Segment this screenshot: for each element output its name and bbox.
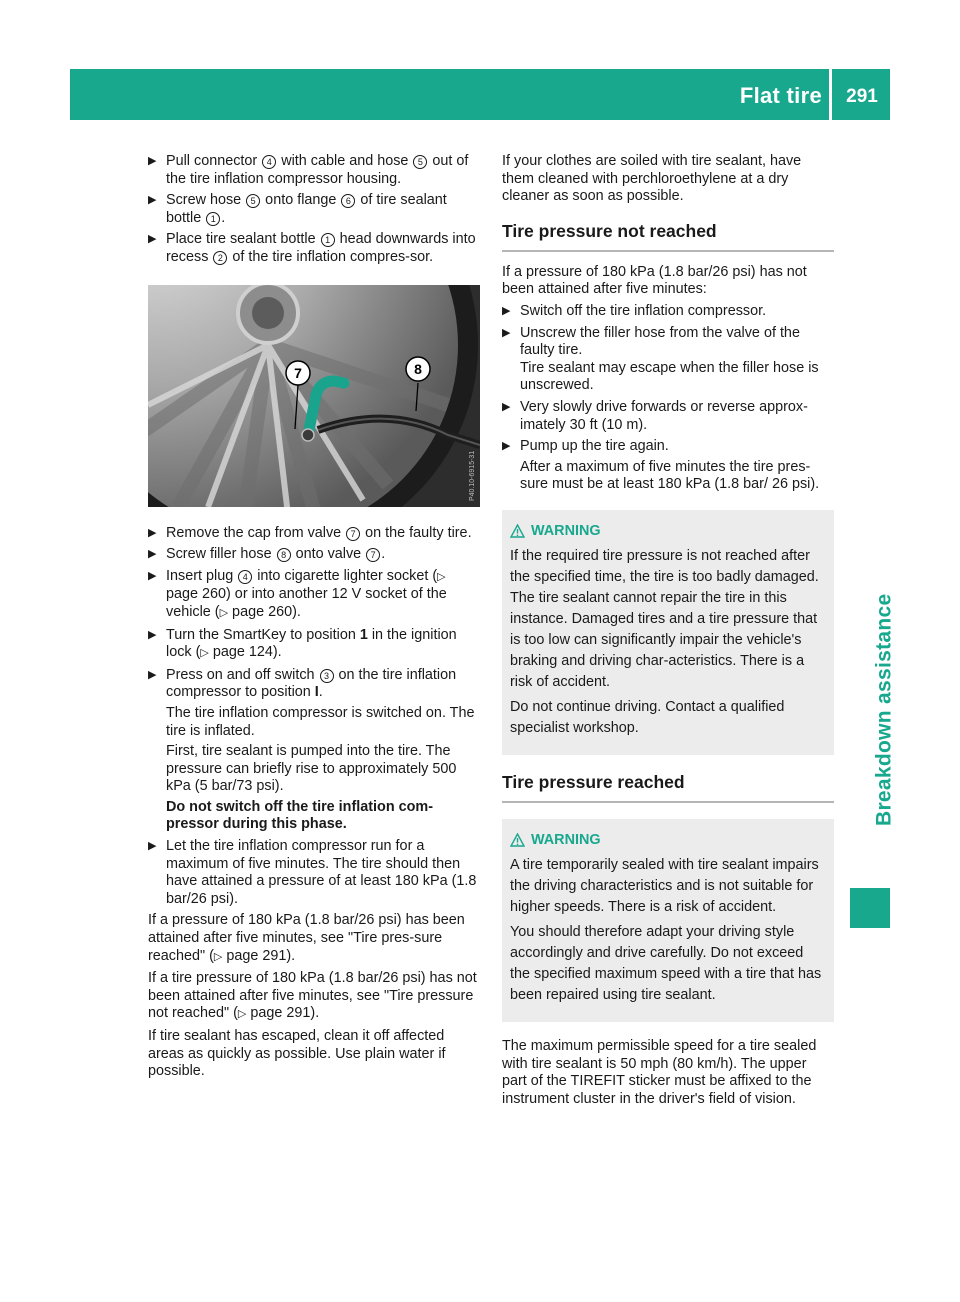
callout-number: 3 [320, 669, 334, 683]
header-divider [829, 69, 832, 120]
warning-text: If the required tire pressure is not reached after the specified time, the tire is too badly damaged. The tire sealant cannot repair the tire in this instance. Damaged tires and a tire pressure that is too low can significantly impair the vehicle's braking and driving char-acteristics. There is a risk of accident. [510, 547, 819, 690]
photo-code: P40.10-6915-31 [469, 450, 476, 501]
page-reference-icon: ▷ [437, 570, 446, 583]
left-column [148, 153, 480, 1085]
paragraph: If a pressure of 180 kPa (1.8 bar/26 psi) has not been attained after five minutes: [502, 263, 807, 298]
step-item [148, 838, 480, 908]
step-item [148, 667, 480, 834]
step-result: The tire inflation compressor is switched on. The tire is inflated. [166, 704, 475, 739]
warning-text: You should therefore adapt your driving style accordingly and drive carefully. Do not exceed the specified maximum speed with a tire that has been repaired using tire sealant. [510, 923, 822, 1003]
step-result: First, tire sealant is pumped into the tire. The pressure can briefly rise to approximately 500 kPa (5 bar/73 psi). [166, 743, 457, 795]
warning-label: WARNING [531, 831, 601, 848]
paragraph: If a tire pressure of 180 kPa (1.8 bar/26 psi) has not been attained after five minutes, see "Tire pressure not reached" (▷ page 291). [148, 970, 477, 1022]
warning-text: Do not continue driving. Contact a qualified specialist workshop. [510, 698, 785, 736]
step-text: Remove the cap from valve 7 on the faulty tire. [166, 524, 472, 541]
step-text: Unscrew the filler hose from the valve of the faulty tire. [520, 324, 800, 359]
step-item [148, 192, 480, 227]
step-item [148, 568, 480, 623]
callout-number: 2 [213, 251, 227, 265]
header-bar [70, 69, 890, 120]
left-paragraphs [148, 912, 480, 1080]
step-item [148, 525, 480, 543]
paragraph: The maximum permissible speed for a tire sealed with tire sealant is 50 mph (80 km/h). The upper part of the TIREFIT sticker must be affixed to the instrument cluster in the driver's field of vision. [502, 1037, 817, 1107]
callout-number: 7 [346, 527, 360, 541]
step-arrow-icon: ▶ [148, 155, 157, 167]
section-heading-not-reached: Tire pressure not reached [502, 220, 834, 252]
step-text: Place tire sealant bottle 1 head downwards into recess 2 of the tire inflation compres-sor. [166, 231, 476, 265]
step-item [502, 325, 834, 395]
step-arrow-icon: ▶ [502, 440, 511, 453]
step-text: Turn the SmartKey to position 1 in the ignition lock (▷ page 124). [166, 626, 457, 661]
callout-number: 1 [206, 212, 220, 226]
callout-8: 8 [414, 360, 422, 377]
right-column [502, 153, 834, 1112]
step-caution: Do not switch off the tire inflation com-pressor during this phase. [166, 798, 434, 833]
step-text: Very slowly drive forwards or reverse approx-imately 30 ft (10 m). [520, 398, 808, 433]
page-number: 291 [846, 86, 878, 107]
bold-value: I [314, 684, 319, 701]
step-arrow-icon: ▶ [148, 194, 157, 207]
warning-text: A tire temporarily sealed with tire sealant impairs the driving characteristics and is not suitable for higher speeds. There is a risk of accident. [510, 856, 819, 915]
warning-triangle-icon [510, 524, 525, 538]
callout-number: 8 [277, 548, 291, 562]
warning-title [510, 829, 826, 851]
step-arrow-icon: ▶ [502, 304, 511, 317]
warning-title [510, 520, 826, 542]
step-arrow-icon: ▶ [148, 668, 157, 681]
bold-value: 1 [359, 626, 368, 643]
step-result: After a maximum of five minutes the tire pres-sure must be at least 180 kPa (1.8 bar/ 26 psi). [520, 458, 820, 493]
callout-number: 7 [366, 548, 380, 562]
callout-number: 5 [246, 194, 260, 208]
warning-box [502, 510, 834, 755]
paragraph: If tire sealant has escaped, clean it off affected areas as quickly as possible. Use plain water if possible. [148, 1028, 446, 1080]
chapter-tab-label: Breakdown assistance [872, 593, 896, 827]
step-arrow-icon: ▶ [148, 840, 157, 853]
step-text: Switch off the tire inflation compressor. [520, 302, 767, 319]
warning-triangle-icon [510, 833, 525, 847]
step-item [148, 627, 480, 663]
step-item [502, 303, 834, 321]
valve-hose-photo [148, 285, 480, 507]
step-text: Screw hose 5 onto flange 6 of tire sealant bottle 1 . [166, 192, 447, 226]
step-text: Insert plug 4 into cigarette lighter socket (▷ page 260) or into another 12 V socket of the vehicle (▷ page 260). [166, 567, 447, 620]
chapter-tab [873, 560, 895, 860]
step-arrow-icon: ▶ [502, 326, 511, 339]
page-reference-icon: ▷ [237, 1008, 247, 1021]
step-text: Pump up the tire again. [520, 438, 669, 455]
steps-a [148, 153, 480, 267]
step-arrow-icon: ▶ [148, 548, 157, 561]
callout-number: 1 [321, 233, 335, 247]
section-heading-reached: Tire pressure reached [502, 771, 834, 803]
step-text: Let the tire inflation compressor run for a maximum of five minutes. The tire should then have attained a pressure of at least 180 kPa (1.8 bar/26 psi). [166, 838, 477, 907]
page-reference-icon: ▷ [200, 647, 209, 660]
page-title: Flat tire [739, 83, 822, 108]
callout-7: 7 [294, 364, 302, 381]
step-arrow-icon: ▶ [148, 233, 157, 246]
step-item [148, 153, 480, 188]
callout-number: 6 [341, 194, 355, 208]
callout-number: 5 [413, 155, 427, 169]
warning-box [502, 819, 834, 1022]
step-item [502, 399, 834, 434]
callout-number: 4 [238, 570, 252, 584]
step-item [148, 231, 480, 266]
page-reference-icon: ▷ [213, 950, 223, 963]
step-arrow-icon: ▶ [148, 526, 157, 539]
steps-b [148, 525, 480, 909]
step-item [502, 438, 834, 494]
paragraph: If a pressure of 180 kPa (1.8 bar/26 psi) has been attained after five minutes, see "Tire pres-sure reached" (▷ page 291). [148, 912, 465, 964]
step-arrow-icon: ▶ [148, 569, 157, 582]
step-text: Screw filler hose 8 onto valve 7 . [166, 546, 386, 563]
step-item [148, 546, 480, 564]
step-result: Tire sealant may escape when the filler hose is unscrewed. [520, 359, 819, 394]
warning-label: WARNING [531, 522, 601, 539]
intro-paragraph: If your clothes are soiled with tire sealant, have them cleaned with perchloroethylene at a dry cleaner as soon as possible. [502, 153, 802, 205]
callout-number: 4 [262, 155, 276, 169]
step-arrow-icon: ▶ [148, 628, 157, 641]
step-text: Press on and off switch 3 on the tire inflation compressor to position I. [166, 666, 457, 701]
step-text: Pull connector 4 with cable and hose 5 out of the tire inflation compressor housing. [166, 153, 469, 187]
page-reference-icon: ▷ [219, 606, 229, 619]
chapter-marker [850, 888, 890, 928]
step-arrow-icon: ▶ [502, 400, 511, 413]
